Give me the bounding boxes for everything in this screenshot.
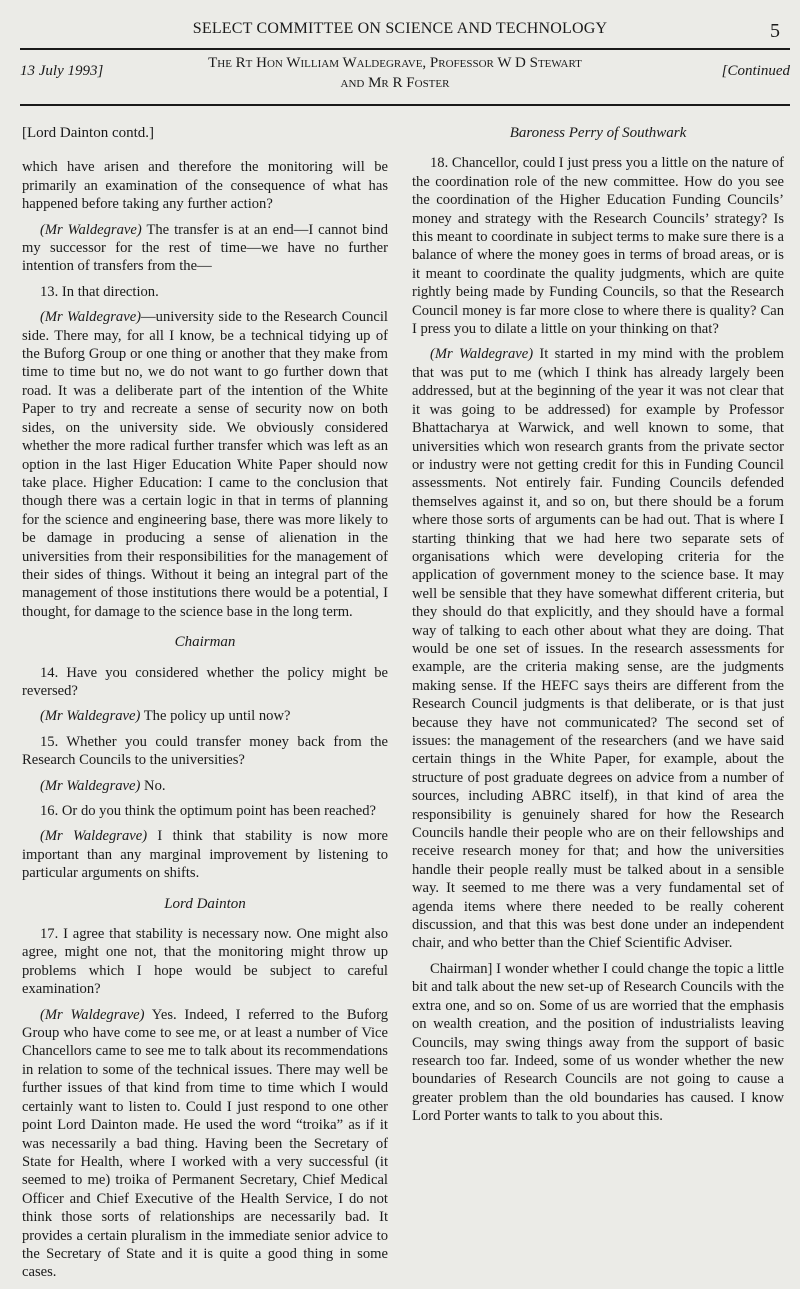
continued-label: [Continued	[721, 63, 790, 79]
witness-name: (Mr Waldegrave)	[40, 1006, 145, 1023]
witness-header	[20, 53, 790, 103]
page-header	[0, 20, 800, 44]
header-rule-top	[20, 48, 790, 50]
answer-text: The transfer is at an end—I cannot bind my successor for the rest of time—we have no further intention of transfers from the—	[22, 221, 389, 275]
speaker-heading-lord-dainton: Lord Dainton	[164, 895, 246, 912]
answer-15	[22, 777, 388, 795]
answer-17	[22, 1006, 388, 1282]
speaker-heading-chairman: Chairman	[174, 634, 236, 651]
header-rule-bottom	[20, 104, 790, 106]
answer-text: No.	[140, 777, 166, 794]
question-15: 15. Whether you could transfer money back from the Research Councils to the universities?	[22, 733, 388, 769]
page-number: 5	[770, 20, 780, 42]
answer-text: I think that stability is now more important than any marginal improvement by listening to particular arguments on shifts.	[22, 828, 388, 882]
witness-name: (Mr Waldegrave)	[40, 221, 142, 238]
chairman-paragraph: Chairman] I wonder whether I could change the topic a little bit and talk about the new set-up of Research Councils with the extra one, and so on. Some of us are worried that the emphasis on wealth creation, and the position of industrialists leaving Councils, may swing things away from the support of basic research too far. Indeed, some of us wonder whether the new boundaries of Research Councils are not going to cause a greater problem than the old boundaries has caused. I know Lord Porter wants to talk to you about this.	[412, 960, 784, 1125]
witnesses-line-2: and Mr R Foster	[340, 75, 450, 91]
question-18: 18. Chancellor, could I just press you a little on the nature of the coordination role of the new committee. How do you see the coordination of the Higher Education Funding Councils’ money and strategy with the Research Councils’ strategy? Is this meant to coordinate in subject terms to make sure there is a balance of where the money goes in terms of broad areas, or is it meant to coordinate the quality judgments, which are quite rightly being made by Funding Councils, so that the Research Council money is far more close to where there is quality? Can I press you to dilate a little on your thinking on that?	[412, 155, 784, 338]
witness-name: (Mr Waldegrave)	[40, 309, 142, 326]
question-17: 17. I agree that stability is necessary now. One might also agree, might one not, that the monitoring might throw up problems which I hope would be subject to careful examination?	[22, 926, 388, 998]
witness-name: (Mr Waldegrave)	[430, 346, 534, 363]
left-column	[22, 112, 388, 1289]
answer-16	[22, 827, 388, 882]
answer-text: It started in my mind with the problem that was put to me (which I think has already largely been addressed, but at the beginning of the year it was not clear that it was going to be addressed) for example by Professor Bhattacharya at Warwick, and well known to some, that universities which won research grants from the private sector or industry were not getting credit for this in Funding Council assessments. Not entirely fair. Funding Councils defended themselves against it, and so on, but there should be a forum where those sorts of arguments can be had out. That is where I starting thinking that we had here two separate sets of organisations which were developing criteria for the application of government money to the science base. It may well be sensible that they have somewhat different criteria, but they should do that explicitly, and they should have a formal way of talking to each other about what they are doing. That would be one set of issues. In the research assessments for example, are the criteria making sense, are the judgments making sense. If the HEFC says theirs are different from the Research Council judgments is that deliberate, or is that just because they have not communicated? The second set of issues: the management of the researchers (and we have said certain things in the White Paper, for example, about the structure of post graduate degrees on advice from a number of sources, including ABRC itself), in that kind of area the responsibility is genuinely shared for how the Research Councils handle their people who are on their fellowships and receive research money for that; and how the universities handle their people really must be talked about in a sensible way. It seemed to me there was a very fundamental set of agenda items where there needed to be really coherent discussion, and that this was best done under an independent chair, and who better than the Chief Scientific Adviser.	[412, 346, 785, 952]
answer-18	[412, 345, 784, 952]
question-16: 16. Or do you think the optimum point has been reached?	[40, 803, 376, 819]
witnesses-list	[160, 53, 630, 93]
answer-text: Yes. Indeed, I referred to the Buforg Group who have come to see me, or at least a number of Vice Chancellors came to see me to talk about its recommendations in relation to some of the technical issues. There may well be further issues of that kind from time to time which I would certainly want to listen to. Could I just respond to one other point Lord Dainton made. He used the word “troika” as if it was necessarily a bad thing. Having been the Secretary of State for Health, where I worked with a very successful (it seemed to me) troika of Permanent Secretary, Chief Medical Officer and Chief Executive of the Health Service, I do not think those sorts of relationships are necessarily bad. It provides a certain pluralism in the immediate senior advice to the Secretary of State and it is quite a good thing in some cases.	[22, 1006, 388, 1281]
running-title: SELECT COMMITTEE ON SCIENCE AND TECHNOLOGY	[192, 20, 608, 37]
paragraph-continuation: which have arisen and therefore the monitoring will be primarily an examination of the consequence of what has happened before taking any further action?	[22, 159, 388, 213]
answer-13	[22, 308, 388, 621]
continued-speaker: [Lord Dainton contd.]	[22, 125, 155, 141]
answer-14	[22, 707, 388, 725]
hearing-date: 13 July 1993]	[20, 63, 104, 79]
witnesses-line-1: The Rt Hon William Waldegrave, Professor W D Stewart	[208, 55, 582, 71]
witness-name: (Mr Waldegrave)	[40, 708, 141, 725]
answer-paragraph	[22, 221, 388, 276]
question-14: 14. Have you considered whether the policy might be reversed?	[22, 664, 388, 699]
answer-text: —university side to the Research Council side. There may, for all I know, be a technical tidying up of the Buforg Group or one thing or another that they make from time to time but no, we do not want to go further down that road. It was a deliberate part of the intention of the White Paper to try and recreate a sense of security now on both sides, on the university side. We obviously considered whether the more radical further transfer which was left as an option in the last Higer Education White Paper should now take place. Higher Education: I came to the conclusion that though there was a certain logic in that in terms of planning for the science and engineering base, there was more likely to be damage in producing a sense of alienation in the universities from their responsibilities for the management of their sides of things. Without it being an integral part of the management of those institutions there would be a potential, I thought, for damage to the science base in the long term.	[22, 309, 388, 620]
speaker-heading-baroness-perry: Baroness Perry of Southwark	[509, 125, 687, 141]
answer-text: The policy up until now?	[140, 708, 291, 725]
witness-name: (Mr Waldegrave)	[40, 777, 141, 794]
witness-name: (Mr Waldegrave)	[40, 828, 148, 845]
question-13: 13. In that direction.	[40, 283, 159, 300]
right-column	[412, 112, 784, 1133]
